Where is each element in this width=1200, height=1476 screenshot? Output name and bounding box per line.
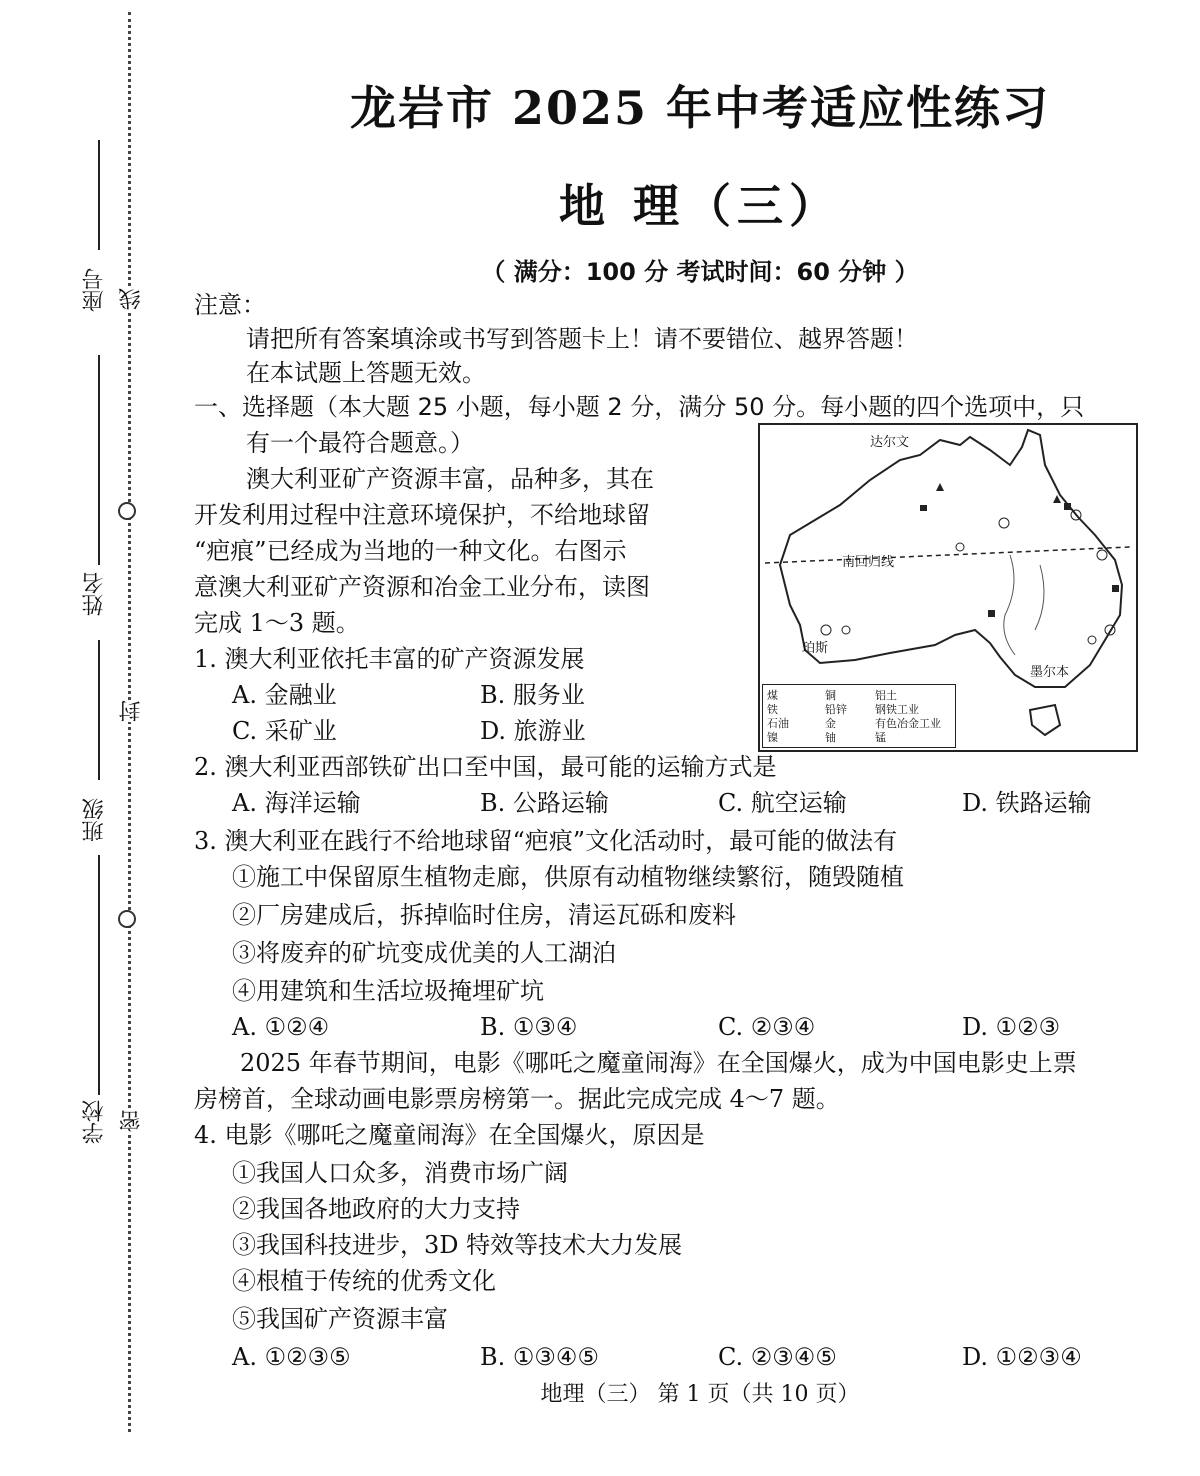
school-underline [98,855,100,1095]
page-footer: 地理（三） 第 1 页（共 10 页） [540,1382,860,1407]
legend-gold: 金 [825,717,836,730]
notice-line-1: 请把所有答案填涂或书写到答题卡上！请不要错位、越界答题！ [246,325,918,353]
passage-1-line: 意澳大利亚矿产资源和冶金工业分布，读图 [194,573,650,601]
exam-title: 龙岩市 2025 年中考适应性练习 [349,81,1051,135]
q3-item-4: ④用建筑和生活垃圾掩埋矿坑 [232,977,544,1005]
legend-nickel: 镍 [767,731,778,744]
q3-item-2: ②厂房建成后，拆掉临时住房，清运瓦砾和废料 [232,901,736,929]
seal-char-secret: 密 [116,1110,142,1132]
passage-2-line-1: 2025 年春节期间，电影《哪吒之魔童闹海》在全国爆火，成为中国电影史上票 [240,1049,1077,1077]
passage-1-line: 开发利用过程中注意环境保护，不给地球留 [194,501,650,529]
class-underline [98,640,100,780]
legend-lead-zinc: 铅锌 [825,703,847,716]
q1-option-d: D. 旅游业 [480,717,586,745]
q2-option-c: C. 航空运输 [718,789,847,817]
seat-number-label: 座号 [82,268,107,312]
legend-iron: 铁 [767,703,778,716]
q1-option-b: B. 服务业 [480,681,585,709]
q3-option-c: C. ②③④ [718,1013,816,1041]
q2-option-a: A. 海洋运输 [232,789,361,817]
legend-nonferrous: 有色冶金工业 [875,717,941,730]
q3-option-d: D. ①②③ [962,1013,1061,1041]
exam-info: （ 满分：100 分 考试时间：60 分钟 ） [481,258,919,286]
map-label-tropic: 南回归线 [842,555,895,570]
notice-line-2: 在本试题上答题无效。 [246,359,486,387]
q1-stem: 1. 澳大利亚依托丰富的矿产资源发展 [194,645,585,673]
section-1-heading-cont: 有一个最符合题意。） [246,429,474,457]
q3-option-b: B. ①③④ [480,1013,578,1041]
q3-stem: 3. 澳大利亚在践行不给地球留“疤痕”文化活动时，最可能的做法有 [194,827,898,855]
legend-coal: 煤 [767,689,778,702]
binding-dotted-line [128,12,131,1432]
q4-option-a: A. ①②③⑤ [232,1343,351,1371]
q4-option-b: B. ①③④⑤ [480,1343,599,1371]
q4-item-5: ⑤我国矿产资源丰富 [232,1305,448,1333]
legend-bauxite: 铝土 [875,689,897,702]
school-label: 学校 [82,1100,107,1144]
legend-uranium: 铀 [825,731,836,744]
q3-item-1: ①施工中保留原生植物走廊，供原有动植物继续繁衍，随毁随植 [232,863,904,891]
q4-option-d: D. ①②③④ [962,1343,1082,1371]
q3-option-a: A. ①②④ [232,1013,330,1041]
legend-steel: 钢铁工业 [875,703,919,716]
passage-1-line: 完成 1～3 题。 [194,609,360,637]
map-label-perth: 珀斯 [802,641,829,656]
passage-2-line-2: 房榜首，全球动画电影票房榜第一。据此完成完成 4～7 题。 [194,1085,840,1113]
q4-option-c: C. ②③④⑤ [718,1343,837,1371]
q4-item-3: ③我国科技进步，3D 特效等技术大力发展 [232,1231,683,1259]
section-1-heading: 一、选择题（本大题 25 小题，每小题 2 分，满分 50 分。每小题的四个选项中，只 [194,393,1085,421]
notice-label: 注意： [194,291,266,319]
map-label-melbourne: 墨尔本 [1030,665,1070,680]
q2-stem: 2. 澳大利亚西部铁矿出口至中国，最可能的运输方式是 [194,753,777,781]
q2-option-d: D. 铁路运输 [962,789,1092,817]
q2-option-b: B. 公路运输 [480,789,609,817]
q4-item-4: ④根植于传统的优秀文化 [232,1267,496,1295]
passage-1-line: 澳大利亚矿产资源丰富，品种多，其在 [246,465,654,493]
binding-hole-bottom [118,910,136,928]
q1-option-c: C. 采矿业 [232,717,337,745]
q4-item-1: ①我国人口众多，消费市场广阔 [232,1159,568,1187]
class-label: 班级 [82,798,107,842]
seat-number-underline [98,140,100,250]
seal-char-seal: 封 [116,700,142,722]
legend-copper: 铜 [825,689,836,702]
australia-mineral-map [758,423,1138,752]
name-label: 姓名 [82,572,107,616]
subject-title: 地 理（三） [558,179,841,233]
map-label-darwin: 达尔文 [870,435,910,450]
q4-stem: 4. 电影《哪吒之魔童闹海》在全国爆火，原因是 [194,1121,705,1149]
q3-item-3: ③将废弃的矿坑变成优美的人工湖泊 [232,939,616,967]
map-legend [762,684,956,748]
binding-hole-top [118,502,136,520]
legend-manganese: 锰 [875,731,886,744]
seal-char-line: 线 [116,288,142,310]
name-underline [98,355,100,565]
q4-item-2: ②我国各地政府的大力支持 [232,1195,520,1223]
passage-1-line: “疤痕”已经成为当地的一种文化。右图示 [194,537,627,565]
legend-oil: 石油 [767,717,789,730]
q1-option-a: A. 金融业 [232,681,337,709]
